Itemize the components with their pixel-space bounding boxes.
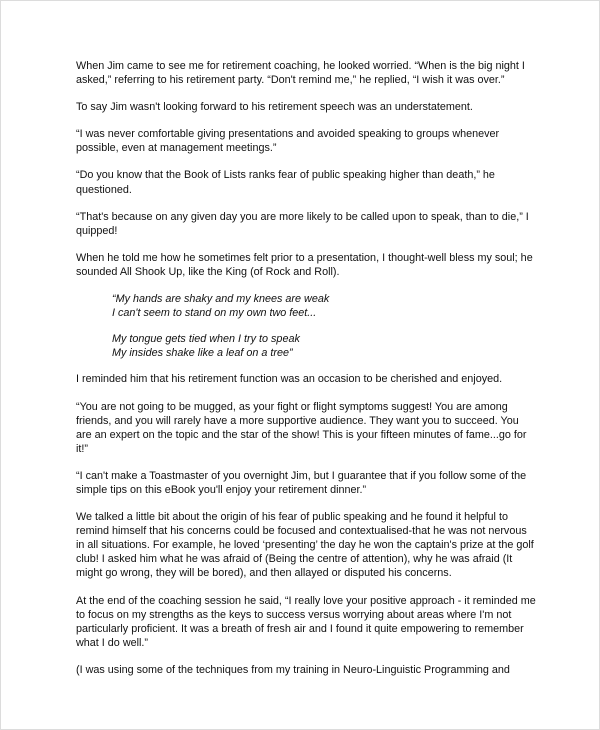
paragraph-never-comfortable: “I was never comfortable giving presentations and avoided speaking to groups whenever possible, even at management meetings.” <box>76 128 500 155</box>
paragraph-reminded-him: I reminded him that his retirement function was an occasion to be cherished and enjoyed. <box>76 373 503 386</box>
paragraph-nlp-techniques: (I was using some of the techniques from my training in Neuro-Linguistic Programming and <box>76 663 510 676</box>
paragraph-quipped: “That's because on any given day you are more likely to be called upon to speak, than to die,” I quipped! <box>76 210 529 237</box>
paragraph-jim-retirement-coaching: When Jim came to see me for retirement coaching, he looked worried. “When is the big night I asked,” referring to his retirement party. “Don't remind me,” he replied, “I wish it was over.” <box>76 60 525 87</box>
verse-stanza <box>112 332 536 360</box>
paragraph-understatement: To say Jim wasn't looking forward to his retirement speech was an understatement. <box>76 101 473 114</box>
verse-line: I can't seem to stand on my own two feet... <box>112 307 317 320</box>
song-lyrics-quote <box>112 292 536 360</box>
verse-line: My tongue gets tied when I try to speak <box>112 333 300 346</box>
paragraph-positive-approach: At the end of the coaching session he said, “I really love your positive approach - it reminded me to focus on my strengths as the keys to success versus worrying about areas where I'm not particularly proficient. It was a breath of fresh air and I found it quite empowering to remember what I do well.” <box>76 594 536 649</box>
verse-line: “My hands are shaky and my knees are weak <box>112 293 330 306</box>
verse-stanza <box>112 292 536 320</box>
paragraph-book-of-lists: “Do you know that the Book of Lists ranks fear of public speaking higher than death,” he questioned. <box>76 169 495 196</box>
paragraph-all-shook-up: When he told me how he sometimes felt prior to a presentation, I thought-well bless my soul; he sounded All Shook Up, like the King (of Rock and Roll). <box>76 251 533 278</box>
paragraph-origin-of-fear: We talked a little bit about the origin of his fear of public speaking and he found it helpful to remind himself that his concerns could be focused and contextualised-that he was not nervous in all situations. For example, he loved ‘presenting’ the day he won the captain's prize at the golf club! I asked him what he was afraid of (Being the centre of attention), why he was afraid (It might go wrong, they will be bored), and then allayed or disputed his concerns. <box>76 511 534 580</box>
paragraph-not-going-to-be-mugged: “You are not going to be mugged, as your fight or flight symptoms suggest! You are among friends, and you will rarely have a more supportive audience. They want you to succeed. You are an expert on the topic and the star of the show! This is your fifteen minutes of fame...go for it!” <box>76 400 527 455</box>
document-body <box>76 59 536 690</box>
paragraph-toastmaster: “I can't make a Toastmaster of you overnight Jim, but I guarantee that if you follow some of the simple tips on this eBook you'll enjoy your retirement dinner.” <box>76 469 527 496</box>
verse-line: My insides shake like a leaf on a tree” <box>112 347 293 360</box>
